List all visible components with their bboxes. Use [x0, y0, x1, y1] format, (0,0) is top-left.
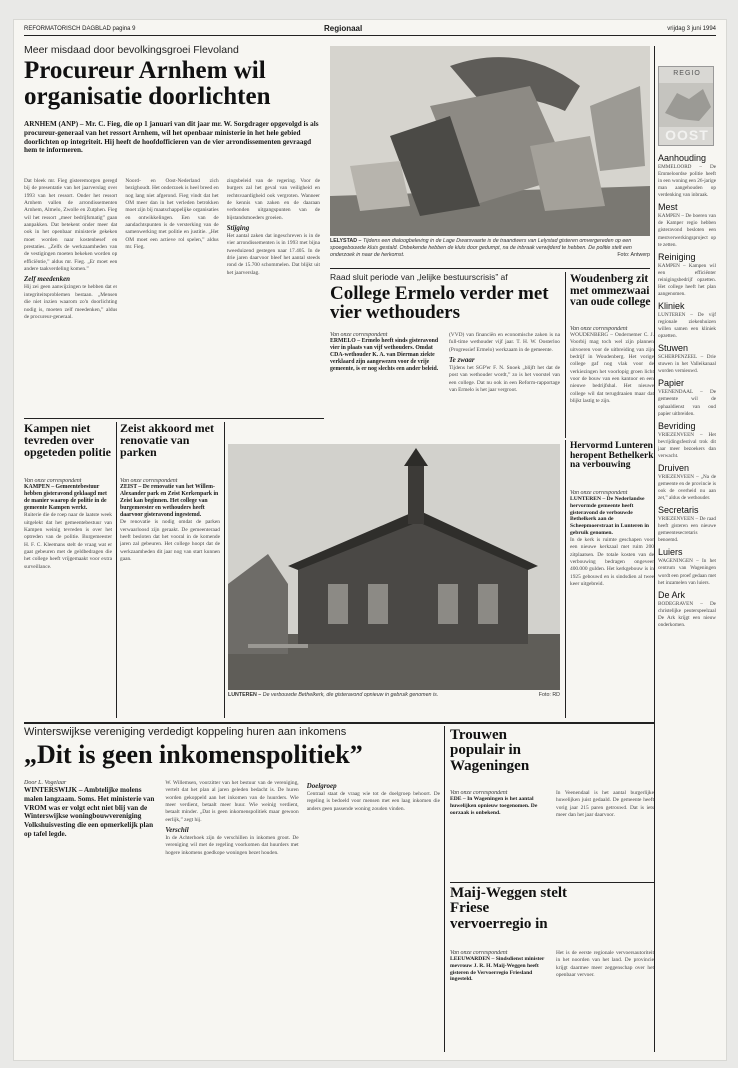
art3-body [24, 478, 112, 718]
art9-text: Het is de eerste regionale vervoersautoriteit in het noorden van het land. De provincie krijgt daarmee meer zeggenschap over het openbaar vervoer. [556, 950, 654, 979]
art7-subhead-1: Verschil [165, 826, 189, 835]
regio-item-title: Secretaris [658, 505, 699, 516]
header-paper-name: REFORMATORISCH DAGBLAD pagina 9 [24, 26, 136, 32]
lelystad-caption [330, 238, 650, 264]
art2-headline: College Ermelo verder met vier wethouders [330, 283, 549, 324]
regio-item [658, 202, 716, 248]
art2-byline: Van onze correspondent [330, 332, 388, 338]
art6-text: In de kerk is ruimte geschapen voor een nieuwe kerkzaal met ruim 200 zitplaatsen. De totale kosten van de verbouwing bedragen ongeveer 400.000 gulden. Het kerkgebouw is in 1925 gebouwd en is sindsdien al twee keer uitgebreid. [570, 536, 654, 587]
lelystad-photo-image [330, 46, 650, 236]
art9-body [450, 950, 654, 1052]
art8-lead: EDE – In Wageningen is het aantal huwelijken opnieuw toegenomen. De oorzaak is onbekend. [450, 796, 538, 816]
art9-lead: LEEUWARDEN – Sindsdienst minister mevrouw J. R. H. Maij-Weggen heeft gisteren de Vervoerregio Friesland ingesteld. [450, 956, 545, 983]
art2-text-col2b: Tijdens het SGP'er F. N. Snoek „blijft het dat de post van wethouder wordt,” zo is het voorstel van een college. Dat nu ook in een Reform-rapportage van Ermelo is het jaar vergroot. [449, 365, 560, 394]
art5-byline: Van onze correspondent [570, 326, 628, 332]
art6-byline: Van onze correspondent [570, 490, 628, 496]
bethelkerk-photo [228, 444, 560, 690]
regio-item-text: VRIEZENVEEN – „Na de gemeente en de provincie is ook de overheid nu aan zet,” aldus de wethouder. [658, 473, 716, 502]
regio-item-title: Druiven [658, 462, 690, 473]
art3-byline: Van onze correspondent [24, 478, 82, 484]
art7-headline: „Dit is geen inkomenspolitiek” [24, 740, 363, 769]
art1-subhead-1: Zelf meedenken [24, 275, 71, 284]
bethelkerk-caption [228, 692, 560, 714]
art9-headline: Maij-Weggen stelt Friese vervoerregio in [450, 885, 568, 932]
art5-body [570, 326, 654, 436]
newspaper-page [14, 20, 726, 1060]
regio-item [658, 547, 716, 586]
regio-logo-bottom: OOST [665, 127, 709, 143]
regio-item-text: KAMPEN – De boeren van de Kamper regio hebben gisteravond besloten een mestverwerkingsproject op te zetten. [658, 213, 716, 248]
art1-text-col2: Noord- en Oost-Nederland zich bezighoudt. Het onderzoek is heel breed en nog lang niet afgerond. Fieg vindt dat het OM meer dan in het verleden betrokken moet zijn bij maatschappelijke organisaties en ontwikkelingen. Een van de aandachtspunten is de versterking van de samenwerking met politie en justitie. „Het OM moet een actieve rol spelen,” aldus mr. Fieg. [125, 178, 219, 251]
header-date: vrijdag 3 juni 1994 [667, 26, 716, 32]
art7-kicker: Winterswijkse vereniging verdedigt koppeling huren aan inkomens [24, 726, 347, 738]
regio-sidebar [658, 150, 716, 1050]
art6-body [570, 490, 654, 718]
art2-lead: ERMELO – Ermelo heeft sinds gisteravond vier in plaats van vijf wethouders. Omdat CDA-wethouder K. A. van Dierman ziekte verklaard zijn aangewezen voor de vrije gemeente, is er nog slechts een ander beleid. [330, 338, 439, 373]
art1-text-col1: Dat bleek mr. Fieg gisteremorgen geregd bij de presentatie van het jaarverslag over 1993 van het ressort. Onder het ressort Arnhem vallen de arrondissementen Arnhem, Almelo, Zwolle en Zutphen. Fieg wil het ressort „meer bedrijfsmatig” gaan aanpakken. Dat betekent onder meer dat ook in het openbaar ministerie gekeken moet worden naar kostenbesef en prestaties. „Zelfs de werkzaamheden van de vestigingen moeten bekeken worden op efficiëntie,” aldus mr. Fieg. „Er moet een andere taakverdeling komen.” [24, 178, 118, 273]
regio-item [658, 301, 716, 340]
art6-headline: Hervormd Lunteren heropent Bethelkerk na verbouwing [570, 441, 654, 471]
art2-text-col2: (VVD) van financiën en economische zaken is na full-time wethouder vijf jaar. T. H. W. Oosterloo (Progressief Ermelo) werkzaam in de gemeente. [449, 332, 560, 353]
art4-headline: Zeist akkoord met renovatie van parken [120, 421, 214, 460]
art7-lead: WINTERSWIJK – Ambtelijke molens malen langzaam. Soms. Het ministerie van VROM was er volgt echt niet blij van de Winterswijkse woningbouwvereniging Volkshuisvesting die een opmerkelijk plan op tafel legde. [24, 786, 155, 838]
art3-lead: KAMPEN – Gemeentebestuur hebben gisteravond geklaagd met de manier waarop de politie in de gemeente Kampen werkt. [24, 484, 107, 512]
regio-item-title: Papier [658, 378, 685, 389]
art1-subhead-2: Stijging [226, 224, 250, 233]
art7-text-col2: W. Willemsen, voorzitter van het bestuur van de vereniging, vertelt dat het plan al jaren geleden bedacht is. De huren worden gekoppeld aan het inkomen van de huurders. Wie meer verdient, betaalt meer huur. Wie weinig verdient, betaalt minder. „Dat is geen inkomenspolitiek maar gewoon eerlijk,” zegt hij. [165, 780, 299, 823]
art8-body [450, 790, 654, 880]
art1-text-col3: zingsbeleid van de regering. Voor de burgers zal het geval van veiligheid en rechtsvaardigheid ook vergroten. Wanneer de kennis van zaken en de daaraan verbonden uitgangspunten van de bijstandsmoeders groeien. [226, 178, 320, 221]
art3-headline: Kampen niet tevreden over opgeteden politie [24, 421, 111, 460]
regio-item [658, 343, 716, 375]
regio-item-title: Luiers [658, 547, 683, 558]
art5-text: WOUDENBERG – Ondernemer C. J. Voorbij mag toch wel zijn plannen uitvoeren voor de uitbreiding van zijn bedrijf in Woudenberg. Het vorige college gaf nog vlak voor de verkiezingen het voorlopig groen licht voor de bouw van een kantoor en een nieuwe bedrijfshal. Het nieuwe college wil dat terugdraaien maar dat blijkt lastig te zijn. [570, 332, 654, 405]
art1-kicker: Meer misdaad door bevolkingsgroei Flevoland [24, 44, 239, 56]
regio-item-title: Bevriding [658, 420, 696, 431]
art1-lead: ARNHEM (ANP) – Mr. C. Fieg, die op 1 januari van dit jaar mr. W. Sorgdrager opgevolgd is als procureur-generaal van het ressort Arnhem, wil het openbaar ministerie in het hele gebied doorlichten op integriteit. Hij heeft de hoofdofficieren van de vier arrondissementen gevraagd hem te informeren. [24, 120, 319, 155]
art7-subhead-2: Doelgroep [306, 782, 337, 790]
art1-headline: Procureur Arnhem wil organisatie doorlichten [24, 57, 271, 110]
lelystad-caption-prefix: LELYSTAD – [330, 238, 362, 244]
regio-item-text: VRIEZENVEEN – De raad heeft gisteren een nieuwe gemeentesecretaris benoemd. [658, 516, 716, 544]
art7-text-col3: Centraal staat de vraag wie tot de doelgroep behoort. De regeling is bedoeld voor mensen met een laag inkomen die anders geen passende woning zouden vinden. [306, 791, 440, 812]
bethelkerk-photo-image [228, 444, 560, 690]
regio-item [658, 378, 716, 417]
art8-byline: Van onze correspondent [450, 790, 508, 796]
regio-oost-logo [658, 66, 714, 146]
bethelkerk-caption-text: De verbouwde Bethelkerk, die gisteravond opnieuw in gebruik genomen is. [262, 692, 439, 698]
regio-item [658, 153, 716, 199]
regio-item-text: BODEGRAVEN – De christelijke peuterspeelzaal De Ark krijgt een nieuw onderkomen. [658, 600, 716, 628]
regio-item-title: De Ark [658, 589, 686, 600]
lelystad-photo [330, 46, 650, 236]
art4-text: De renovatie is nodig omdat de parken verwaarloosd zijn geraakt. De gemeenteraad heeft besloten dat het vooral in de komende jaren zal gebeuren. Het college hoopt dat de werkzaamheden dit jaar nog van start kunnen gaan. [120, 519, 220, 563]
art1-body [24, 178, 320, 414]
art7-text-col2b: In de Achterhoek zijn de verschillen in inkomen groot. De vereniging wil met de regeling voorkomen dat huurders met hogere inkomens goedkope woningen bezet houden. [165, 835, 299, 856]
regio-item-text: WAGENINGEN – In het centrum van Wageningen wordt een proef gedaan met het inzamelen van luiers. [658, 558, 716, 586]
regio-item [658, 590, 716, 629]
art2-subhead: Te zwaar [449, 356, 475, 365]
regio-item-title: Stuwen [658, 343, 689, 354]
regio-item-title: Kliniek [658, 300, 685, 311]
regio-map-icon [659, 83, 714, 127]
regio-item [658, 421, 716, 460]
art2-kicker: Raad sluit periode van „lelijke bestuurscrisis” af [330, 272, 508, 282]
art4-body [120, 478, 220, 718]
header-section: Regionaal [324, 24, 363, 33]
bethelkerk-photo-credit: Foto: RD [538, 692, 560, 698]
art4-byline: Van onze correspondent [120, 478, 178, 484]
art3-text: Ruiterie die de roep naar de laatste week uitgelekt dat het gemeentebestuur van Kampen weinig tevreden is over het optreden van de politie. Burgemeester H. F. C. Kleemans stelt de vraag wat er gaat gebeuren met de geldbedragen die het college heeft vrijgemaakt voor extra surveillance. [24, 512, 112, 570]
regio-item-title: Reiniging [658, 251, 696, 262]
regio-item-text: EMMELOORD – De Emmeloordse politie heeft in een woning een 26-jarige man aangehouden op verdenking van inbraak. [658, 164, 716, 199]
art2-body [330, 332, 560, 438]
regio-item-text: SCHERPENZEEL – Drie stuwen in het Valleikanaal worden vernieuwd. [658, 354, 716, 375]
regio-item-title: Mest [658, 202, 678, 213]
regio-item-text: VEENENDAAL – De gemeente wil de ophaaldienst van oud papier uitbreiden. [658, 389, 716, 417]
bethelkerk-caption-prefix: LUNTEREN – [228, 692, 262, 698]
lelystad-photo-credit: Foto: Antwerp [617, 251, 650, 258]
art9-byline: Van onze correspondent [450, 950, 508, 956]
lelystad-caption-text: Tijdens een dialoogbeleving in de Lage Dwarsvaarte is de traandwers van Lelystad gisteren omvergereden op een spoegebouwde kluis gestald. Onbekende hebben de kluis door gedumpt, na de inbraak verwijderd te hebben. De politie stelt een onderzoek in naar de herkomst. [330, 238, 632, 258]
regio-item [658, 252, 716, 298]
page-header [24, 24, 716, 36]
art1-text-col1b: Hij zei geen aanwijzingen te hebben dat er integriteitsproblemen bestaan. „Mensen die niet inzien waarom zo'n doorlichting nodig is, moeten zelf meedenken,” aldus de procureur-generaal. [24, 284, 118, 320]
art8-text: In Veenendaal is het aantal burgerlijke huwelijken juist gedaald. De gemeente heeft vorig jaar 215 paren getrouwd. Dat is iets meer dan het jaar daarvoor. [556, 790, 654, 819]
regio-item-text: VRIEZENVEEN – Het bevrijdingsfestival trok dit jaar meer bezoekers dan verwacht. [658, 431, 716, 459]
regio-logo-top: REGIO [673, 70, 701, 77]
regio-item-title: Aanhouding [658, 153, 707, 163]
art6-lead: LUNTEREN – De Nederlandse hervormde gemeente heeft gisteravond de verbouwde Bethelkerk aan de Scheepmoerstraat in Lunteren in gebruik genomen. [570, 496, 649, 537]
art5-headline: Woudenberg zit met ommezwaai van oude college [570, 273, 651, 309]
art8-headline: Trouwen populair in Wageningen [450, 727, 530, 774]
regio-item [658, 505, 716, 544]
art7-byline: Door L. Vogelaar [24, 780, 67, 786]
regio-item-text: LUNTEREN – De vijf regionale ziekenhuizen willen samen een kliniek opzetten. [658, 311, 716, 340]
art7-body [24, 780, 440, 1052]
art4-lead: ZEIST – De renovatie van het Willem-Alexander park en Zeist Kerkenpark in Zeist kan beginnen. Het college van burgemeester en wethouders heeft daarvoor gisteravond ingestemd. [120, 484, 219, 519]
art1-text-col3b: Het aantal zaken dat ingeschreven is in de vier arrondissementen is in 1993 met bijna tweeduizend gestegen naar 17.405. In de drie jaren daarvoor bleef het aantal steeds rond de 15.700 schommelen. Dat blijkt uit het jaarverslag. [226, 233, 320, 276]
regio-item [658, 463, 716, 502]
regio-item-text: KAMPEN – Kampen wil een efficiënter reinigingsbedrijf opzetten. Het college heeft het plan aangenomen. [658, 262, 716, 297]
